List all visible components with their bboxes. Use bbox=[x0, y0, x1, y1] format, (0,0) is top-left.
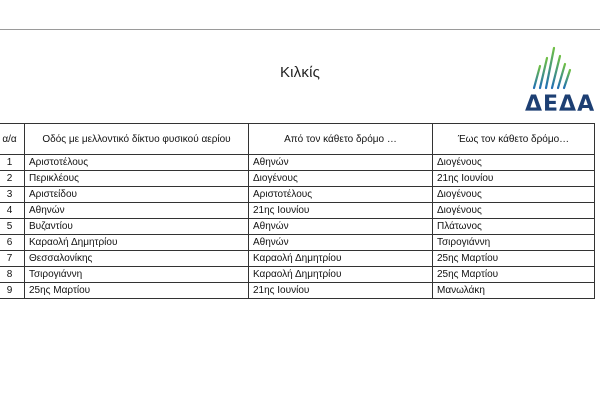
street-cell: Τσιρογιάννη bbox=[25, 267, 249, 283]
row-number: 9 bbox=[0, 283, 25, 299]
col-header-number: α/α bbox=[0, 124, 25, 155]
table-row bbox=[0, 203, 595, 219]
table-row bbox=[0, 219, 595, 235]
to-cell: Τσιρογιάννη bbox=[433, 235, 595, 251]
table-row bbox=[0, 235, 595, 251]
from-cell: Αθηνών bbox=[249, 219, 433, 235]
logo-bars-icon bbox=[520, 44, 592, 94]
street-cell: Αθηνών bbox=[25, 203, 249, 219]
table-row bbox=[0, 187, 595, 203]
deda-logo bbox=[520, 44, 596, 120]
from-cell: 21ης Ιουνίου bbox=[249, 283, 433, 299]
to-cell: Πλάτωνος bbox=[433, 219, 595, 235]
to-cell: 25ης Μαρτίου bbox=[433, 251, 595, 267]
from-cell: Διογένους bbox=[249, 171, 433, 187]
street-cell: Θεσσαλονίκης bbox=[25, 251, 249, 267]
from-cell: Καραολή Δημητρίου bbox=[249, 267, 433, 283]
from-cell: Αριστοτέλους bbox=[249, 187, 433, 203]
logo-wordmark: ΔΕΔΑ bbox=[525, 92, 596, 117]
row-number: 2 bbox=[0, 171, 25, 187]
row-number: 7 bbox=[0, 251, 25, 267]
table-row bbox=[0, 283, 595, 299]
to-cell: 25ης Μαρτίου bbox=[433, 267, 595, 283]
table-row bbox=[0, 267, 595, 283]
to-cell: Διογένους bbox=[433, 155, 595, 171]
from-cell: Αθηνών bbox=[249, 155, 433, 171]
row-number: 8 bbox=[0, 267, 25, 283]
col-header-to: Έως τον κάθετο δρόμο… bbox=[433, 124, 595, 155]
row-number: 5 bbox=[0, 219, 25, 235]
street-cell: Καραολή Δημητρίου bbox=[25, 235, 249, 251]
col-header-from: Από τον κάθετο δρόμο … bbox=[249, 124, 433, 155]
table-row bbox=[0, 171, 595, 187]
street-cell: Αριστοτέλους bbox=[25, 155, 249, 171]
roads-table bbox=[0, 123, 595, 299]
street-cell: Περικλέους bbox=[25, 171, 249, 187]
table-row bbox=[0, 251, 595, 267]
from-cell: Αθηνών bbox=[249, 235, 433, 251]
street-cell: Αριστείδου bbox=[25, 187, 249, 203]
row-number: 1 bbox=[0, 155, 25, 171]
row-number: 6 bbox=[0, 235, 25, 251]
to-cell: 21ης Ιουνίου bbox=[433, 171, 595, 187]
top-divider bbox=[0, 29, 600, 30]
to-cell: Διογένους bbox=[433, 203, 595, 219]
row-number: 3 bbox=[0, 187, 25, 203]
col-header-street: Οδός με μελλοντικό δίκτυο φυσικού αερίου bbox=[25, 124, 249, 155]
to-cell: Μανωλάκη bbox=[433, 283, 595, 299]
page-title: Κιλκίς bbox=[279, 64, 321, 81]
table-row bbox=[0, 155, 595, 171]
from-cell: Καραολή Δημητρίου bbox=[249, 251, 433, 267]
row-number: 4 bbox=[0, 203, 25, 219]
from-cell: 21ης Ιουνίου bbox=[249, 203, 433, 219]
street-cell: Βυζαντίου bbox=[25, 219, 249, 235]
table-header-row bbox=[0, 124, 595, 155]
street-cell: 25ης Μαρτίου bbox=[25, 283, 249, 299]
to-cell: Διογένους bbox=[433, 187, 595, 203]
